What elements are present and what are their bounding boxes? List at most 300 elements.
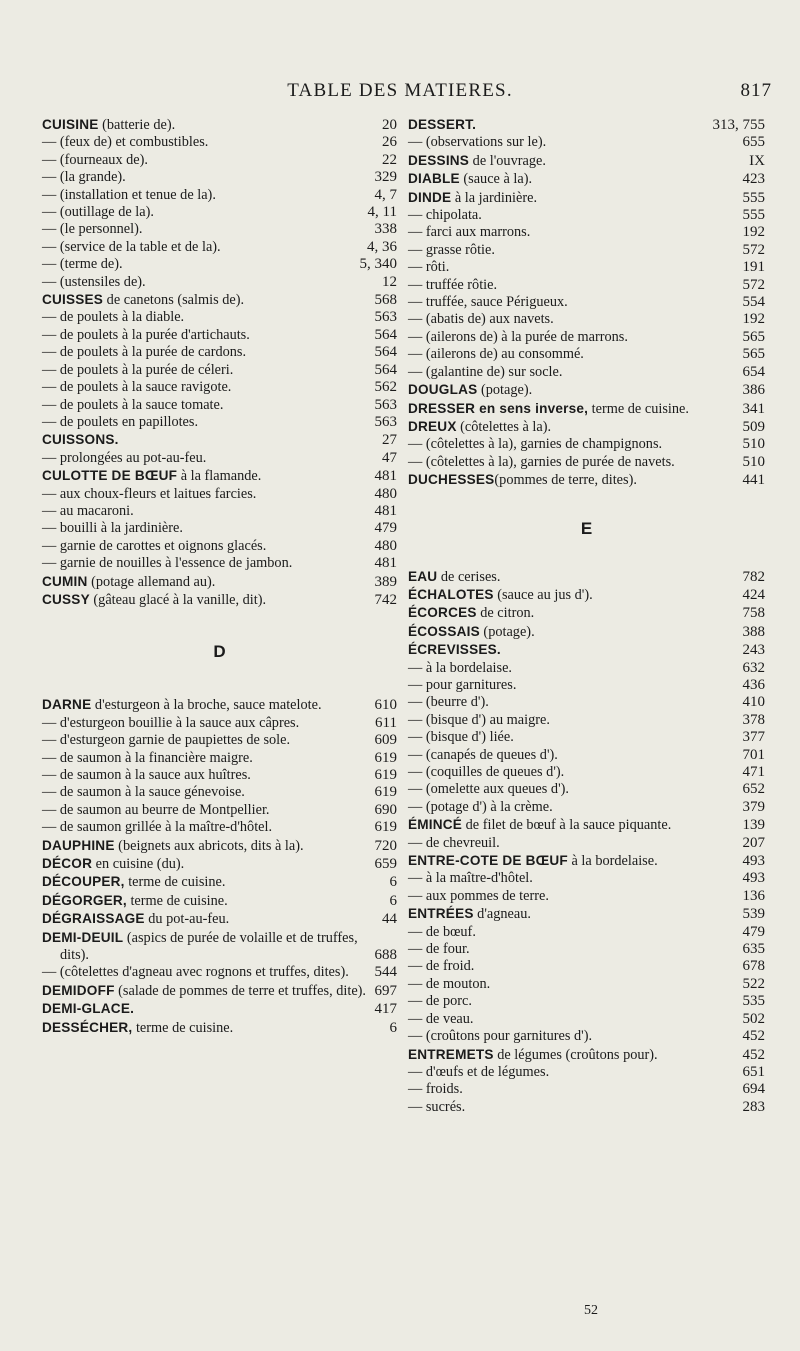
entry-page-ref: 480 — [374, 537, 397, 554]
index-entry — [408, 134, 765, 151]
entry-text — [42, 187, 369, 204]
entry-page-ref: 389 — [374, 573, 397, 590]
index-entry — [408, 816, 765, 834]
index-entry — [42, 982, 397, 1000]
entry-page-ref: 192 — [742, 311, 765, 328]
entry-page-ref: 283 — [742, 1098, 765, 1115]
entry-text — [408, 660, 737, 677]
entry-heading: DESSINS — [408, 152, 470, 168]
entry-text — [408, 259, 737, 276]
index-entry — [408, 400, 765, 418]
entry-text — [408, 816, 737, 834]
entry-description: — garnie de nouilles à l'essence de jambon. — [42, 555, 293, 572]
index-entry — [408, 1064, 765, 1081]
entry-description: — (installation et tenue de la). — [42, 186, 216, 203]
index-entry — [408, 152, 765, 170]
entry-page-ref: 564 — [374, 344, 397, 361]
entry-text — [408, 924, 737, 941]
entry-page-ref: 564 — [374, 361, 397, 378]
entry-text — [42, 910, 376, 928]
entry-text — [42, 538, 369, 555]
entry-description: — (côtelettes à la), garnies de purée de navets. — [408, 453, 675, 470]
entry-page-ref: 510 — [742, 453, 765, 470]
index-entry — [408, 623, 765, 641]
entry-description: d'esturgeon à la broche, sauce matelote. — [91, 697, 322, 714]
index-entry — [42, 450, 397, 467]
index-entry — [408, 207, 765, 224]
entry-heading: EAU — [408, 568, 438, 584]
entry-description: de légumes (croûtons pour). — [493, 1046, 658, 1063]
entry-description: — (croûtons pour garnitures d'). — [408, 1028, 593, 1045]
entry-description: du pot-au-feu. — [144, 911, 230, 928]
index-entry — [408, 436, 765, 453]
entry-description: — de saumon à la sauce génevoise. — [42, 784, 245, 801]
entry-description: (sauce au jus d'). — [493, 586, 593, 603]
entry-page-ref: 611 — [375, 714, 397, 731]
entry-text — [42, 555, 369, 572]
entry-page-ref: 441 — [742, 472, 765, 489]
entry-text — [408, 189, 737, 207]
entry-text — [42, 344, 369, 361]
entry-description: — (terme de). — [42, 256, 123, 273]
entry-page-ref: 563 — [374, 413, 397, 430]
entry-description: — de poulets en papillotes. — [42, 413, 199, 430]
index-entry — [42, 204, 397, 221]
entry-page-ref: 44 — [382, 911, 397, 928]
entry-text — [408, 1046, 737, 1064]
entry-text — [408, 152, 743, 170]
index-entry — [408, 747, 765, 764]
entry-page-ref: 139 — [742, 817, 765, 834]
entry-description: — de mouton. — [408, 975, 491, 992]
index-entry — [42, 591, 397, 609]
entry-page-ref: 655 — [742, 134, 765, 151]
entry-page-ref: 436 — [742, 676, 765, 693]
entry-heading: ÉCORCES — [408, 605, 477, 621]
entry-description: — de four. — [408, 941, 470, 958]
entry-page-ref: 635 — [742, 941, 765, 958]
entry-heading: DÉGRAISSAGE — [42, 911, 145, 927]
entry-list — [408, 568, 765, 1117]
entry-description: — de froid. — [408, 958, 475, 975]
index-entry — [42, 855, 397, 873]
entry-text — [408, 586, 737, 604]
entry-text — [42, 892, 384, 910]
entry-text — [408, 1028, 737, 1045]
entry-page-ref: 481 — [374, 468, 397, 485]
entry-description: — (la grande). — [42, 169, 126, 186]
entry-text — [408, 764, 737, 781]
entry-text — [42, 1000, 369, 1018]
entry-page-ref: 619 — [374, 749, 397, 766]
index-entry — [42, 819, 397, 836]
entry-page-ref: 619 — [374, 784, 397, 801]
entry-text — [42, 327, 369, 344]
entry-page-ref: 379 — [742, 798, 765, 815]
entry-description: — (coquilles de queues d'). — [408, 764, 565, 780]
index-entry — [42, 309, 397, 326]
entry-heading: DESSÉCHER, — [42, 1019, 133, 1035]
entry-text — [42, 362, 369, 379]
index-entry — [42, 538, 397, 555]
entry-page-ref: 555 — [742, 189, 765, 206]
index-entry — [42, 291, 397, 309]
index-entry — [408, 888, 765, 905]
entry-description: (salade de pommes de terre et truffes, dite). — [114, 982, 367, 999]
entry-text — [408, 941, 737, 958]
entry-description: — (feux de) et combustibles. — [42, 134, 209, 151]
index-entry — [408, 764, 765, 781]
entry-text — [42, 732, 369, 749]
entry-text — [42, 819, 369, 836]
index-entry — [408, 346, 765, 363]
entry-description: — garnie de carottes et oignons glacés. — [42, 537, 267, 554]
index-entry — [42, 767, 397, 784]
entry-text — [408, 116, 707, 134]
index-entry — [408, 329, 765, 346]
index-entry — [408, 471, 765, 489]
entry-text — [408, 781, 737, 798]
entry-page-ref: 742 — [374, 591, 397, 608]
index-entry — [42, 414, 397, 431]
entry-page-ref: 378 — [742, 711, 765, 728]
entry-text — [42, 520, 369, 537]
entry-heading: DAUPHINE — [42, 837, 115, 853]
entry-description: — à la maître-d'hôtel. — [408, 870, 533, 887]
entry-text — [42, 256, 354, 273]
entry-heading: ÉCREVISSES. — [408, 642, 501, 658]
index-entry — [408, 259, 765, 276]
index-entry — [42, 964, 397, 981]
entry-page-ref: 20 — [382, 117, 397, 133]
index-entry — [408, 852, 765, 870]
entry-description: — d'esturgeon garnie de paupiettes de sole. — [42, 732, 291, 749]
index-entry — [42, 520, 397, 537]
entry-heading: CUMIN — [42, 573, 88, 589]
entry-text — [42, 379, 369, 396]
entry-text — [42, 767, 369, 784]
entry-page-ref: 424 — [742, 586, 765, 603]
page-title: TABLE DES MATIERES. — [287, 80, 513, 101]
index-entry — [408, 381, 765, 399]
index-entry — [42, 344, 397, 361]
entry-page-ref: 12 — [382, 273, 397, 290]
entry-description: — de saumon à la sauce aux huîtres. — [42, 767, 251, 783]
index-entry — [408, 311, 765, 328]
index-entry — [408, 224, 765, 241]
entry-page-ref: 651 — [742, 1063, 765, 1080]
index-entry — [408, 958, 765, 975]
entry-description: — grasse rôtie. — [408, 241, 495, 258]
entry-page-ref: 6 — [389, 1019, 397, 1036]
entry-text — [42, 169, 369, 186]
entry-text — [42, 929, 369, 965]
index-entry — [408, 1028, 765, 1045]
entry-heading: DRESSER en sens inverse, — [408, 400, 589, 416]
entry-description: — (bisque d') liée. — [408, 729, 514, 746]
entry-text — [408, 134, 737, 151]
entry-heading: DUCHESSES — [408, 472, 495, 488]
entry-page-ref: 6 — [389, 874, 397, 891]
index-entry — [408, 641, 765, 659]
index-entry — [42, 1000, 397, 1018]
entry-text — [42, 750, 369, 767]
entry-description: de l'ouvrage. — [469, 152, 546, 169]
entry-text — [408, 170, 737, 188]
index-entry — [408, 1099, 765, 1116]
index-entry — [408, 781, 765, 798]
entry-description: en cuisine (du). — [92, 856, 185, 873]
entry-page-ref: 481 — [374, 555, 397, 572]
index-entry — [42, 573, 397, 591]
entry-text — [42, 414, 369, 431]
entry-page-ref: 313, 755 — [712, 117, 765, 133]
entry-description: — (ustensiles de). — [42, 273, 146, 290]
index-entry — [408, 418, 765, 436]
entry-description: — (ailerons de) au consommé. — [408, 346, 584, 363]
entry-description: — de poulets à la diable. — [42, 309, 185, 326]
entry-text — [408, 364, 737, 381]
entry-description: — (observations sur le). — [408, 134, 547, 151]
entry-description: de cerises. — [437, 568, 501, 585]
entry-page-ref: 522 — [742, 975, 765, 992]
entry-page-ref: 690 — [374, 801, 397, 818]
index-entry — [42, 750, 397, 767]
entry-text — [408, 641, 737, 659]
entry-heading: DÉCOUPER, — [42, 874, 125, 890]
entry-page-ref: 5, 340 — [359, 256, 397, 273]
entry-text — [42, 116, 376, 134]
entry-description: (batterie de). — [98, 117, 176, 133]
entry-text — [408, 1064, 737, 1081]
index-entry — [408, 694, 765, 711]
entry-description: d'agneau. — [473, 906, 531, 923]
entry-text — [408, 400, 737, 418]
index-entry — [42, 327, 397, 344]
index-entry — [42, 696, 397, 714]
entry-page-ref: 4, 11 — [367, 204, 397, 221]
entry-page-ref: 562 — [374, 379, 397, 396]
index-entry — [408, 729, 765, 746]
index-entry — [408, 242, 765, 259]
page-header — [0, 80, 800, 104]
entry-page-ref: 341 — [742, 400, 765, 417]
entry-heading: DREUX — [408, 418, 457, 434]
index-column-left — [42, 116, 397, 1037]
entry-description: — chipolata. — [408, 207, 482, 224]
entry-page-ref: IX — [749, 152, 765, 169]
entry-text — [42, 696, 369, 714]
index-entry — [408, 568, 765, 586]
entry-page-ref: 6 — [389, 892, 397, 909]
index-entry — [408, 941, 765, 958]
entry-description: — truffée rôtie. — [408, 276, 498, 293]
page-number: 817 — [740, 80, 772, 101]
entry-text — [408, 677, 737, 694]
entry-text — [42, 486, 369, 503]
entry-text — [42, 450, 376, 467]
entry-text — [42, 152, 376, 169]
entry-text — [408, 454, 737, 471]
entry-page-ref: 47 — [382, 449, 397, 466]
entry-page-ref: 688 — [374, 947, 397, 964]
entry-page-ref: 207 — [742, 834, 765, 851]
entry-list — [42, 696, 397, 1037]
entry-description: — de saumon grillée à la maître-d'hôtel. — [42, 819, 273, 836]
entry-description: — (le personnel). — [42, 221, 143, 238]
entry-heading: ÉCHALOTES — [408, 586, 494, 602]
entry-text — [42, 873, 384, 891]
entry-page-ref: 480 — [374, 485, 397, 502]
entry-heading: CUISSONS. — [42, 432, 119, 448]
index-entry — [42, 467, 397, 485]
entry-description: — (fourneaux de). — [42, 151, 148, 168]
entry-description: — aux pommes de terre. — [408, 887, 549, 904]
entry-page-ref: 619 — [374, 819, 397, 836]
entry-text — [42, 467, 369, 485]
entry-page-ref: 782 — [742, 568, 765, 585]
entry-page-ref: 565 — [742, 346, 765, 363]
entry-heading: DEMI-GLACE. — [42, 1001, 135, 1017]
entry-page-ref: 720 — [374, 837, 397, 854]
entry-text — [408, 294, 737, 311]
index-entry — [408, 799, 765, 816]
index-entry — [42, 169, 397, 186]
section-letter-d: D — [213, 642, 226, 662]
entry-description: — (potage d') à la crème. — [408, 798, 553, 815]
entry-text — [408, 993, 737, 1010]
entry-description: — (côtelettes d'agneau avec rognons et truffes, dites). — [42, 964, 349, 981]
entry-text — [42, 964, 369, 981]
entry-page-ref: 694 — [742, 1081, 765, 1098]
entry-text — [408, 852, 737, 870]
entry-page-ref: 493 — [742, 870, 765, 887]
entry-text — [408, 729, 737, 746]
index-entry — [42, 397, 397, 414]
index-entry — [42, 892, 397, 910]
entry-page-ref: 564 — [374, 326, 397, 343]
entry-text — [408, 224, 737, 241]
entry-text — [42, 837, 369, 855]
entry-text — [408, 1099, 737, 1116]
entry-text — [408, 888, 737, 905]
entry-page-ref: 136 — [742, 887, 765, 904]
entry-description: terme de cuisine. — [126, 892, 228, 909]
entry-heading: DEMI-DEUIL — [42, 929, 124, 945]
index-entry — [42, 784, 397, 801]
entry-description: — à la bordelaise. — [408, 659, 513, 676]
entry-description: de filet de bœuf à la sauce piquante. — [462, 817, 672, 834]
index-entry — [408, 835, 765, 852]
entry-page-ref: 481 — [374, 502, 397, 519]
entry-text — [42, 309, 369, 326]
entry-page-ref: 423 — [742, 171, 765, 188]
entry-text — [408, 694, 737, 711]
entry-page-ref: 4, 36 — [367, 238, 397, 255]
index-column-right — [408, 116, 765, 1116]
entry-page-ref: 27 — [382, 432, 397, 449]
entry-page-ref: 563 — [374, 309, 397, 326]
index-entry — [42, 802, 397, 819]
entry-description: — d'esturgeon bouillie à la sauce aux câpres. — [42, 714, 300, 731]
entry-page-ref: 479 — [374, 520, 397, 537]
entry-description: — bouilli à la jardinière. — [42, 520, 183, 537]
index-entry — [42, 187, 397, 204]
index-entry — [42, 116, 397, 134]
index-entry — [408, 924, 765, 941]
entry-text — [408, 870, 737, 887]
entry-heading: DÉGORGER, — [42, 892, 127, 908]
entry-heading: DIABLE — [408, 171, 460, 187]
entry-page-ref: 410 — [742, 694, 765, 711]
entry-description: — rôti. — [408, 259, 450, 276]
index-entry — [408, 1011, 765, 1028]
entry-page-ref: 563 — [374, 396, 397, 413]
entry-text — [42, 715, 369, 732]
entry-text — [42, 855, 369, 873]
index-entry — [408, 364, 765, 381]
entry-description: — de bœuf. — [408, 923, 476, 940]
entry-description: — (beurre d'). — [408, 694, 489, 711]
entry-page-ref: 539 — [742, 906, 765, 923]
entry-heading: ENTRÉES — [408, 906, 474, 922]
index-entry — [408, 116, 765, 134]
entry-page-ref: 701 — [742, 746, 765, 763]
entry-text — [408, 747, 737, 764]
index-entry — [408, 660, 765, 677]
index-entry — [408, 993, 765, 1010]
entry-page-ref: 388 — [742, 623, 765, 640]
entry-description: — de poulets à la purée de céleri. — [42, 361, 234, 378]
entry-page-ref: 609 — [374, 732, 397, 749]
section-letter-e: E — [580, 518, 593, 538]
entry-description: de citron. — [476, 605, 535, 622]
index-entry — [42, 362, 397, 379]
index-entry — [42, 431, 397, 449]
entry-description: — (service de la table et de la). — [42, 238, 221, 255]
entry-text — [42, 274, 376, 291]
entry-heading: DÉCOR — [42, 856, 93, 872]
index-entry — [408, 454, 765, 471]
index-entry — [42, 134, 397, 151]
entry-heading: CUISINE — [42, 117, 99, 132]
entry-page-ref: 654 — [742, 363, 765, 380]
entry-description: de canetons (salmis de). — [103, 292, 245, 309]
index-entry — [42, 221, 397, 238]
entry-description: — aux choux-fleurs et laitues farcies. — [42, 485, 257, 502]
entry-description: (gâteau glacé à la vanille, dit). — [89, 591, 267, 608]
entry-text — [42, 134, 376, 151]
entry-heading: DESSERT. — [408, 117, 477, 132]
entry-text — [408, 604, 737, 622]
entry-page-ref: 678 — [742, 958, 765, 975]
entry-heading: ENTREMETS — [408, 1046, 494, 1062]
entry-description: — (bisque d') au maigre. — [408, 711, 550, 728]
entry-description: — de saumon au beurre de Montpellier. — [42, 801, 270, 818]
entry-description: — (côtelettes à la), garnies de champignons. — [408, 436, 663, 453]
entry-description: — (galantine de) sur socle. — [408, 363, 563, 380]
entry-description: — (omelette aux queues d'). — [408, 781, 569, 798]
entry-page-ref: 479 — [742, 923, 765, 940]
entry-text — [408, 905, 737, 923]
entry-description: (pommes de terre, dites). — [494, 472, 637, 489]
entry-text — [42, 204, 362, 221]
entry-description: — pour garnitures. — [408, 676, 517, 693]
entry-text — [42, 1019, 384, 1037]
entry-description: (sauce à la). — [459, 171, 533, 188]
entry-description: (aspics de purée de volaille et de truffes, dits). — [60, 929, 358, 964]
index-entry — [42, 873, 397, 891]
